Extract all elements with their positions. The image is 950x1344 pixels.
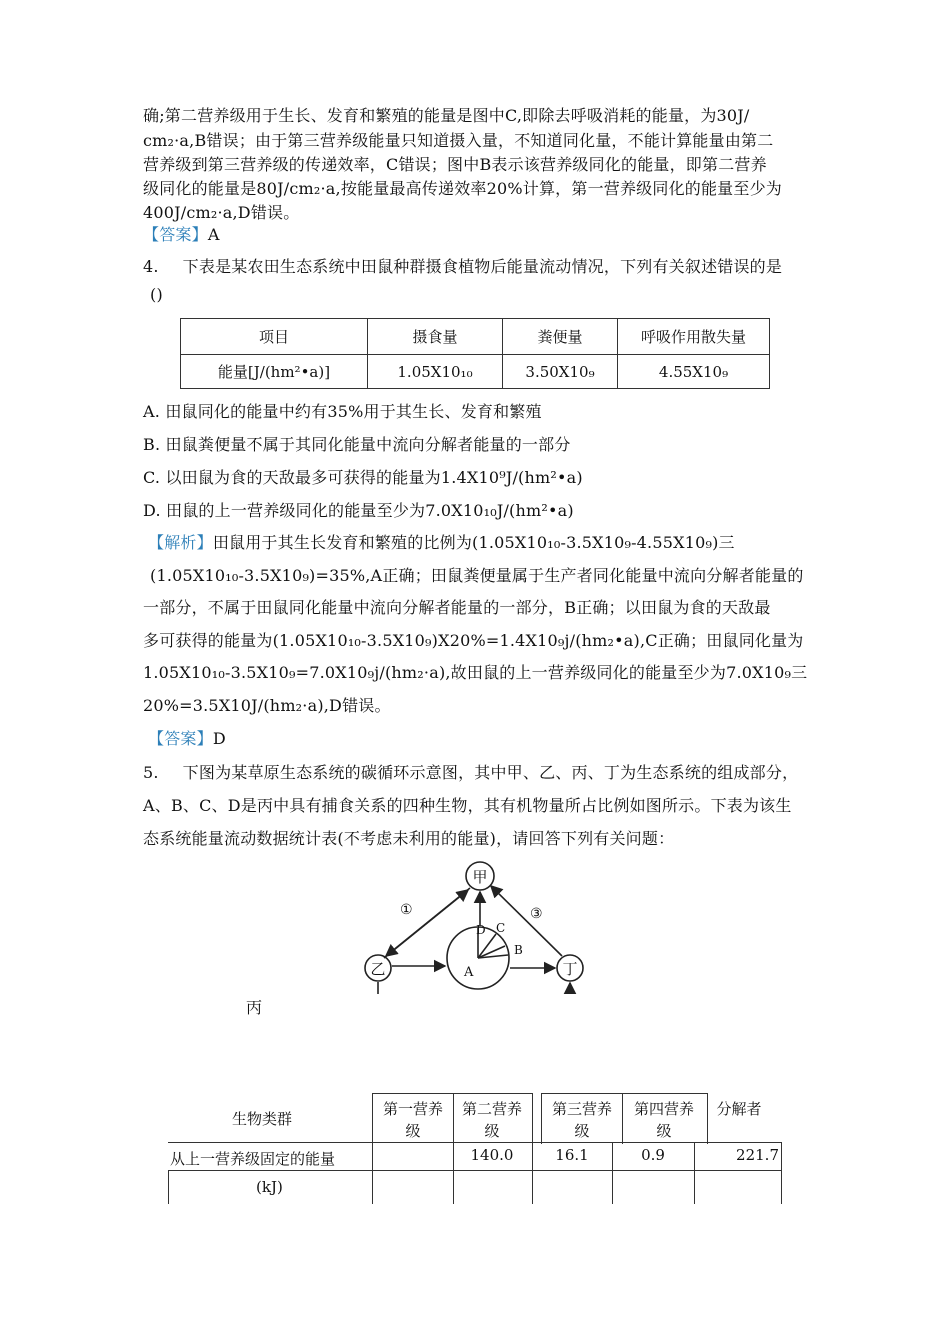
analysis-line: 多可获得的能量为(1.05X10₁₀-3.5X10₉)X20%=1.4X10₉j/(hm₂•a),C正确；田鼠同化量为 [143,631,804,650]
q4-th: 项目 [181,319,368,355]
prev-line: 400J/cm₂·a,D错误。 [143,203,300,222]
q5-td: 16.1 [532,1142,613,1204]
label-ding: 丁 [562,960,578,978]
q4-option-a: A. 田鼠同化的能量中约有35%用于其生长、发育和繁殖 [143,402,542,421]
pie-label-d: D [476,923,486,937]
q5-stem-first [143,762,798,784]
q5-td: 0.9 [612,1142,695,1204]
q5-th-level1: 第一营养级 [372,1093,454,1144]
q4-th: 呼吸作用散失量 [618,319,770,355]
q5-table-left-edge [168,1170,169,1204]
q5-row-unit: (kJ) [256,1178,283,1196]
analysis-text: 田鼠用于其生长发育和繁殖的比例为(1.05X10₁₀-3.5X10₉-4.55X10₉)三 [212,533,735,552]
label-bing: 丙 [246,998,263,1017]
q4-option-d: D. 田鼠的上一营养级同化的能量至少为7.0X10₁₀J/(hm²•a) [143,501,574,520]
q5-th-level4: 第四营养级 [621,1093,708,1144]
answer-tag: 【答案】 [143,225,208,244]
q5-stem-line: A、B、C、D是丙中具有捕食关系的四种生物，其有机物量所占比例如图所示。下表为该生 [143,796,792,815]
q4-option-b: B. 田鼠粪便量不属于其同化能量中流向分解者能量的一部分 [143,435,571,454]
q5-th-level2: 第二营养级 [452,1093,533,1144]
analysis-tag: 【解析】 [148,533,213,552]
q5-row-label: 从上一营养级固定的能量 [170,1150,336,1168]
prev-line: cm₂·a,B错误；由于第三营养级能量只知道摄入量，不知道同化量，不能计算能量由第二 [143,131,774,150]
q5-th-organism: 生物类群 [232,1110,293,1128]
q5-table-rule [168,1170,782,1171]
label-yi: 乙 [370,960,386,978]
q4-option-c: C. 以田鼠为食的天敌最多可获得的能量为1.4X10⁹J/(hm²•a) [143,468,583,487]
answer-4 [148,728,226,750]
q5-th-level3: 第三营养级 [541,1093,623,1144]
q4-th: 摄食量 [368,319,503,355]
answer-3 [143,224,220,246]
q5-number: 5. [143,763,159,782]
q4-analysis-first [148,532,735,554]
label-jia: 甲 [472,868,488,886]
answer-tag: 【答案】 [148,729,213,748]
analysis-line: 一部分，不属于田鼠同化能量中流向分解者能量的一部分，B正确；以田鼠为食的天敌最 [143,598,771,617]
arrow-label-3: ③ [530,906,543,922]
q4-td: 3.50X10₉ [503,355,618,389]
prev-line: 级同化的能量是80J/cm₂·a,按能量最高传递效率20%计算，第一营养级同化的能量至少为 [143,179,782,198]
q4-td: 4.55X10₉ [618,355,770,389]
arrow-label-1: ① [400,902,413,918]
q4-table [180,318,770,389]
prev-line: 营养级到第三营养级的传递效率，C错误；图中B表示该营养级同化的能量，即第二营养 [143,155,767,174]
q4-th: 粪便量 [503,319,618,355]
pie-label-a: A [464,965,474,980]
pie-label-b: B [514,943,523,957]
carbon-cycle-diagram [360,858,620,998]
answer-value: A [207,225,220,244]
q5-stem-text: 下图为某草原生态系统的碳循环示意图，其中甲、乙、丙、丁为生态系统的组成部分， [182,763,799,782]
q4-td: 1.05X10₁₀ [368,355,503,389]
q5-td: 140.0 [452,1142,533,1204]
answer-value: D [212,729,226,748]
q4-td: 能量[J/(hm²•a)] [181,355,368,389]
q4-number: 4. [143,257,159,276]
prev-line: 确;第二营养级用于生长、发育和繁殖的能量是图中C,即除去呼吸消耗的能量，为30J/ [143,106,750,125]
q4-stem [143,256,782,278]
analysis-line: 1.05X10₁₀-3.5X10₉=7.0X10₉j/(hm₂·a),故田鼠的上一营养级同化的能量至少为7.0X10₉三 [143,663,808,682]
analysis-line: 20%=3.5X10J/(hm₂·a),D错误。 [143,696,391,715]
q4-paren: () [150,285,163,304]
pie-label-c: C [496,921,506,935]
analysis-line: (1.05X10₁₀-3.5X10₉)=35%,A正确；田鼠粪便量属于生产者同化能量中流向分解者能量的 [150,566,804,585]
q4-stem-text: 下表是某农田生态系统中田鼠种群摄食植物后能量流动情况，下列有关叙述错误的是 [182,257,783,276]
q5-stem-line: 态系统能量流动数据统计表(不考虑未利用的能量)，请回答下列有关问题： [143,829,675,848]
q5-td [372,1142,454,1204]
q5-th-decomposer: 分解者 [716,1100,762,1118]
q5-td: 221.7 [694,1142,782,1204]
arrow-yi-jia [384,890,468,958]
